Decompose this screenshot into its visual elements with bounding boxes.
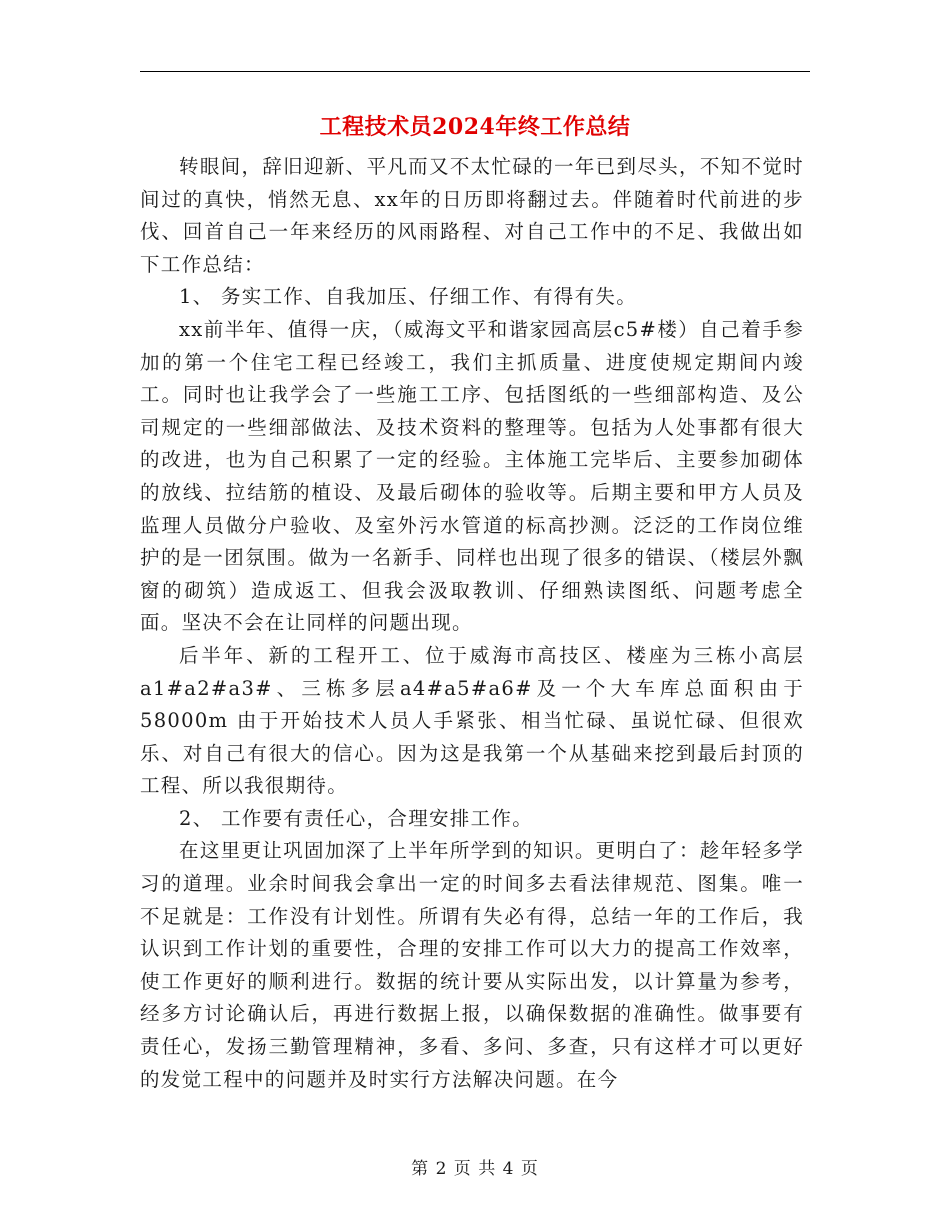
section-heading-2: 2、 工作要有责任心，合理安排工作。 bbox=[179, 806, 534, 830]
document-title: 工程技术员2024年终工作总结 bbox=[319, 114, 631, 140]
document-body bbox=[140, 151, 804, 1096]
paragraph-intro: 转眼间，辞旧迎新、平凡而又不太忙碌的一年已到尽头，不知不觉时间过的真快，悄然无息、xx年的日历即将翻过去。伴随着时代前进的步伐、回首自己一年来经历的风雨路程、对自己工作中的不足、我做出如下工作总结： bbox=[140, 155, 804, 276]
paragraph-responsibility: 在这里更让巩固加深了上半年所学到的知识。更明白了：趁年轻多学习的道理。业余时间我会拿出一定的时间多去看法律规范、图集。唯一不足就是：工作没有计划性。所谓有失必有得，总结一年的工作后，我认识到工作计划的重要性，合理的安排工作可以大力的提高工作效率，使工作更好的顺利进行。数据的统计要从实际出发，以计算量为参考，经多方讨论确认后，再进行数据上报，以确保数据的准确性。做事要有责任心，发扬三勤管理精神，多看、多问、多查，只有这样才可以更好的发觉工程中的问题并及时实行方法解决问题。在今 bbox=[140, 839, 804, 1091]
header-rule bbox=[140, 71, 810, 72]
page-footer: 第 2 页 共 4 页 bbox=[411, 1159, 539, 1179]
section-heading-1: 1、 务实工作、自我加压、仔细工作、有得有失。 bbox=[179, 285, 638, 309]
paragraph-first-half: xx前半年、值得一庆，（威海文平和谐家园高层c5#楼）自己着手参加的第一个住宅工程已经竣工，我们主抓质量、进度使规定期间内竣工。同时也让我学会了一些施工工序、包括图纸的一些细部构造、及公司规定的一些细部做法、及技术资料的整理等。包括为人处事都有很大的改进，也为自己积累了一定的经验。主体施工完毕后、主要参加砌体的放线、拉结筋的植设、及最后砌体的验收等。后期主要和甲方人员及监理人员做分户验收、及室外污水管道的标高抄测。泛泛的工作岗位维护的是一团氛围。做为一名新手、同样也出现了很多的错误、（楼层外飘窗的砌筑）造成返工、但我会汲取教训、仔细熟读图纸、问题考虑全面。坚决不会在让同样的问题出现。 bbox=[140, 317, 804, 635]
paragraph-second-half: 后半年、新的工程开工、位于威海市高技区、楼座为三栋小高层a1#a2#a3#、三栋多层a4#a5#a6#及一个大车库总面积由于58000m 由于开始技术人员人手紧张、相当忙碌、虽说忙碌、但很欢乐、对自己有很大的信心。因为这是我第一个从基础来挖到最后封顶的工程、所以我很期待。 bbox=[140, 643, 804, 798]
